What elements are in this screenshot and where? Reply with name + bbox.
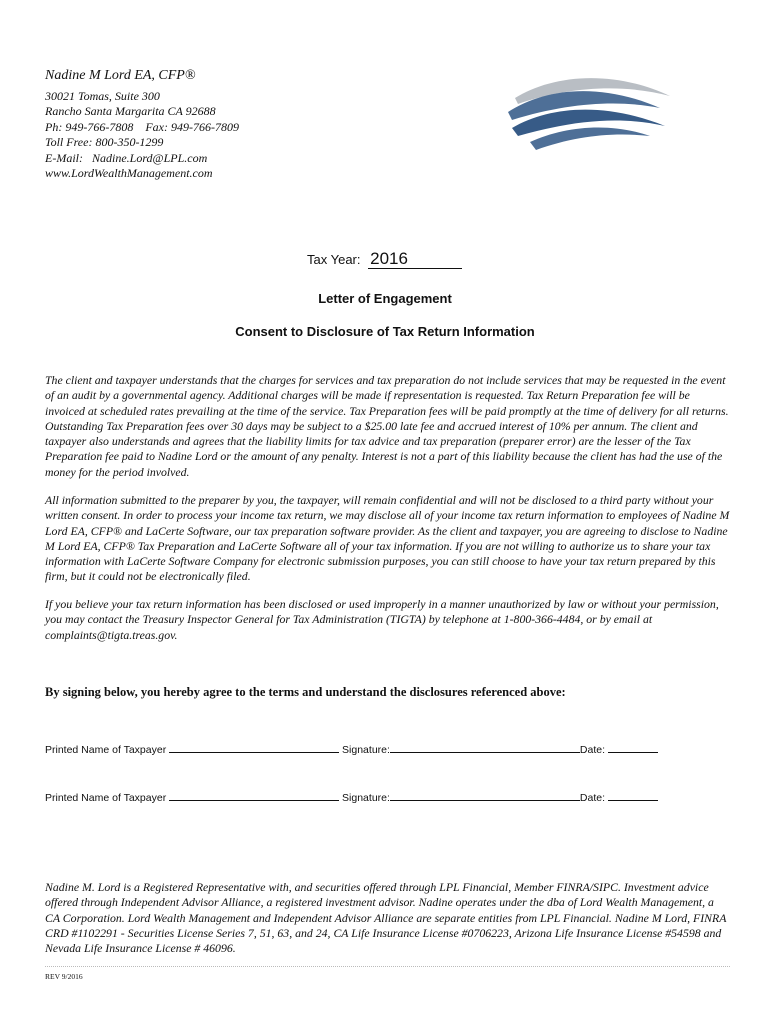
date-field[interactable] (608, 789, 658, 801)
email-line: E-Mail: Nadine.Lord@LPL.com (45, 150, 208, 165)
consent-title: Consent to Disclosure of Tax Return Information (235, 324, 535, 339)
printed-name-field[interactable] (169, 789, 339, 801)
disclosure-footer: Nadine M. Lord is a Registered Representative with, and securities offered through LPL Financial, Member FINRA/SIPC. Investment advice offered through Independent Advisor Alliance, a registered investment advisor. Nadine operates under the dba of Lord Wealth Management, a CA Corporation. Lord Wealth Management and Independent Advisor Alliance are separate entities from LPL Financial. Nadine M Lord, FINRA CRD #1102291 - Securities License Series 7, 51, 63, and 24, CA Life Insurance License #0706223, Arizona Life Insurance License #54598 and Nevada Life Insurance License # 46096. (45, 880, 727, 956)
date-label: Date: (579, 792, 606, 804)
signature-field[interactable] (390, 741, 580, 753)
confidentiality-paragraph: All information submitted to the preparer by you, the taxpayer, will remain confidential and will not be disclosed to a third party without your written consent. In order to process your income tax return, we may disclose all of your income tax return information to employees of Nadine M Lord EA, CFP® and LaCerte Software, our tax preparation software provider. As the client and taxpayer, you are agreeing to disclose to Nadine M Lord EA, CFP® Tax Preparation and LaCerte Software all of your tax information. If you are not willing to authorize us to share your tax information with LaCerte Software Company for electronic submission purposes, you can still choose to have your tax return prepared by this firm, but it could not be electronically filed. (45, 493, 730, 584)
signature-label: Signature: (342, 792, 390, 804)
address-line-2: Rancho Santa Margarita CA 92688 (45, 104, 216, 118)
agreement-statement: By signing below, you hereby agree to the terms and understand the disclosures referenced above: (45, 685, 566, 699)
printed-name-field[interactable] (169, 741, 339, 753)
revision-label: REV 9/2016 (45, 972, 83, 981)
fees-paragraph: The client and taxpayer understands that the charges for services and tax preparation do not include services that may be requested in the event of an audit by a governmental agency. Additional charges will be made if representation is requested. Tax Return Preparation fee will be invoiced at scheduled rates prevailing at the time of the service. Tax Preparation fees will be paid promptly at the time of delivery for all returns. Outstanding Tax Preparation fees over 30 days may be subject to a $25.00 late fee and accrued interest of 10% per annum. The client and taxpayer also understands and agrees that the liability limits for tax advice and tax preparation (preparer error) are the lesser of the Tax Preparation fee paid to Nadine Lord or the amount of any penalty. Interest is not a part of this liability because the client has had the use of the money for the period involved. (45, 373, 729, 479)
website-line: www.LordWealthManagement.com (45, 166, 213, 180)
signature-label: Signature: (342, 744, 390, 756)
toll-free: Toll Free: 800-350-1299 (45, 135, 164, 149)
tigta-paragraph: If you believe your tax return information has been disclosed or used improperly in a manner unauthorized by law or without your permission, you may contact the Treasury Inspector General for Tax Administration (TIGTA) by telephone at 1-800-366-4484, or by email at complaints@tigta.treas.gov. (45, 597, 719, 642)
tax-year-value: 2016 (368, 250, 462, 269)
footer-divider (45, 966, 730, 967)
tax-year-label: Tax Year: (307, 252, 361, 267)
date-field[interactable] (608, 741, 658, 753)
address-line-1: 30021 Tomas, Suite 300 (45, 88, 160, 103)
printed-name-label: Printed Name of Taxpayer (45, 744, 167, 756)
letterhead (45, 68, 239, 182)
signature-row (45, 741, 658, 756)
signature-row (45, 789, 658, 804)
preparer-name: Nadine M Lord EA, CFP® (45, 68, 196, 83)
signature-field[interactable] (390, 789, 580, 801)
printed-name-label: Printed Name of Taxpayer (45, 792, 167, 804)
wave-logo-icon (500, 70, 680, 160)
date-label: Date: (579, 744, 606, 756)
tax-year (307, 250, 462, 269)
phone-fax: Ph: 949-766-7808 Fax: 949-766-7809 (45, 119, 239, 134)
letter-title: Letter of Engagement (318, 291, 452, 306)
